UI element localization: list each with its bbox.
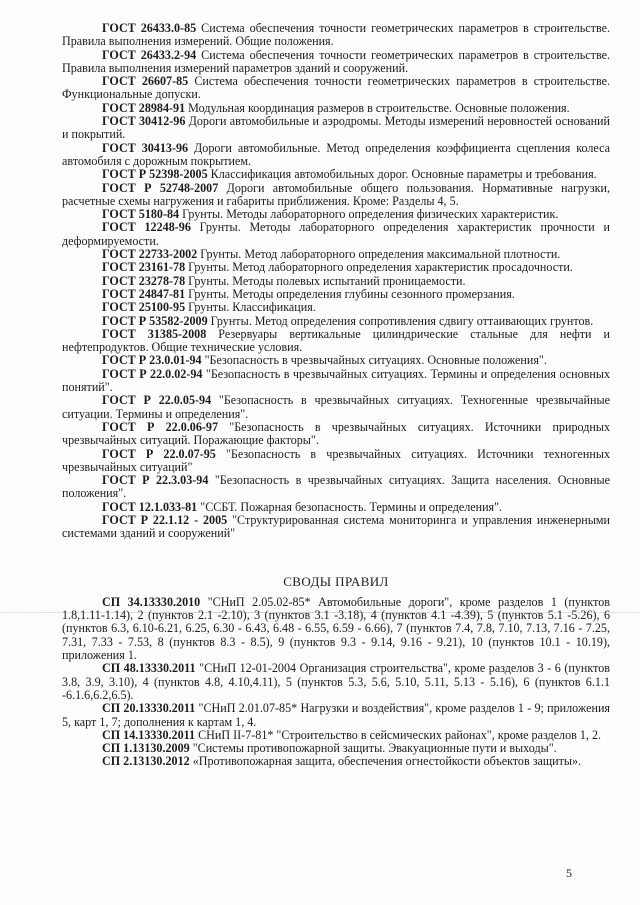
standard-entry <box>62 182 610 209</box>
standard-entry <box>62 501 610 514</box>
page-number: 5 <box>566 866 572 880</box>
standard-title: Грунты. Метод лабораторного определения максимальной плотности. <box>197 247 561 262</box>
standard-title: Грунты. Метод лабораторного определения характеристик просадочности. <box>185 260 573 275</box>
standard-title: Система обеспечения точности геометрических параметров в строительстве. Правила выполнения измерений параметров зданий и сооружений. <box>62 47 610 75</box>
standard-title: Грунты. Методы определения глубины сезонного промерзания. <box>185 286 515 301</box>
standard-title: "Безопасность в чрезвычайных ситуациях. Техногенные чрезвычайные ситуации. Термины и определения". <box>62 393 610 421</box>
standard-entry <box>62 102 610 115</box>
standard-entry <box>62 288 610 301</box>
page-content <box>62 22 610 769</box>
standard-code: ГОСТ 22733-2002 <box>102 247 198 262</box>
standard-code: ГОСТ 23161-78 <box>102 260 186 275</box>
standard-entry <box>62 115 610 142</box>
sp-list <box>62 596 610 769</box>
standard-title: Грунты. Классификация. <box>185 300 316 315</box>
standard-title: "Структурированная система мониторинга и управления инженерными системами зданий и сооружений" <box>62 512 610 541</box>
standard-entry <box>62 755 610 768</box>
standard-code: ГОСТ 24847-81 <box>102 286 186 301</box>
standard-entry <box>62 168 610 181</box>
standard-entry <box>62 301 610 314</box>
standard-entry <box>62 742 610 755</box>
standard-entry <box>62 49 610 76</box>
standard-title: Система обеспечения точности геометрических параметров в строительстве. Правила выполнения измерений. Общие положения. <box>62 21 610 49</box>
standard-entry <box>62 261 610 274</box>
standard-code: ГОСТ 26433.0-85 <box>102 21 197 35</box>
standard-title: «Противопожарная защита, обеспечения огнестойкости объектов защиты». <box>189 754 582 769</box>
standard-title: "СНиП 2.01.07-85* Нагрузки и воздействия", кроме разделов 1 - 9; приложения 5, карт 1, 7; дополнения к картам 1, 4. <box>62 701 610 729</box>
standard-entry <box>62 142 610 169</box>
standard-code: СП 1.13130.2009 <box>102 741 190 756</box>
standard-code: СП 48.13330.2011 <box>102 661 196 676</box>
standard-entry <box>62 368 610 395</box>
standard-code: ГОСТ 26607-85 <box>102 74 189 89</box>
standard-code: СП 2.13130.2012 <box>102 754 190 769</box>
standard-entry <box>62 394 610 421</box>
standard-title: Грунты. Методы лабораторного определения характеристик прочности и деформируемости. <box>62 220 610 248</box>
standard-entry <box>62 75 610 102</box>
standard-entry <box>62 702 610 729</box>
standard-code: ГОСТ 23278-78 <box>102 273 186 288</box>
standard-code: ГОСТ Р 22.0.07-95 <box>102 446 216 461</box>
standard-title: "Безопасность в чрезвычайных ситуациях. Защита населения. Основные положения". <box>62 473 610 501</box>
standard-entry <box>62 729 610 742</box>
standard-title: "СНиП 2.05.02-85* Автомобильные дороги", кроме разделов 1 (пунктов 1.8,1.11-1.14), 2 (пунктов 2.1 -2.10), 3 (пунктов 3.1 -3.18), 4 (пунктов 4.1 -4.39), 5 (пунктов 5.1 -5.26), 6 (пунктов 6.3, 6.10-6.21, 6.25, 6.30 - 6.43, 6.48 - 6.55, 6.59 - 6.66), 7 (пунктов 7.4, 7.8, 7.10, 7.13, 7.16 - 7.25, 7.31, 7.33 - 7.53, 8 (пунктов 8.3 - 8.5), 9 (пунктов 9.3 - 9.14, 9.16 - 9.21), 10 (пунктов 10.1 - 10.19), приложения 1. <box>62 594 610 663</box>
standard-code: ГОСТ Р 52398-2005 <box>102 167 208 182</box>
standard-entry <box>62 514 610 541</box>
standard-code: СП 34.13330.2010 <box>102 594 201 609</box>
standard-code: ГОСТ 25100-95 <box>102 300 186 315</box>
section-title: СВОДЫ ПРАВИЛ <box>283 573 389 589</box>
gost-list <box>62 22 610 541</box>
standard-code: ГОСТ 5180-84 <box>102 207 180 222</box>
standard-title: "ССБТ. Пожарная безопасность. Термины и определения". <box>197 499 503 514</box>
standard-title: Грунты. Метод определения сопротивления сдвигу оттаивающих грунтов. <box>207 313 594 328</box>
standard-title: Грунты. Методы лабораторного определения физических характеристик. <box>179 207 559 222</box>
standard-code: ГОСТ Р 23.0.01-94 <box>102 353 202 368</box>
standard-title: "Безопасность в чрезвычайных ситуациях. Термины и определения основных понятий". <box>62 366 610 395</box>
standard-entry <box>62 421 610 448</box>
standard-title: СНиП II-7-81* "Строительство в сейсмических районах", кроме разделов 1, 2. <box>195 727 602 742</box>
standard-title: Система обеспечения точности геометрических параметров в строительстве. Функциональные допуски. <box>62 74 610 102</box>
standard-code: ГОСТ 28984-91 <box>102 100 186 115</box>
standard-code: ГОСТ Р 22.0.06-97 <box>102 419 219 434</box>
standard-title: Дороги автомобильные. Метод определения коэффициента сцепления колеса автомобиля с дорожным покрытием. <box>62 140 610 168</box>
standard-code: ГОСТ Р 22.0.05-94 <box>102 393 212 408</box>
standard-entry <box>62 315 610 328</box>
standard-title: Дороги автомобильные и аэродромы. Методы измерений неровностей оснований и покрытий. <box>62 114 610 142</box>
standard-title: Модульная координация размеров в строительстве. Основные положения. <box>185 100 570 115</box>
standard-title: "Безопасность в чрезвычайных ситуациях. Основные положения". <box>201 353 547 368</box>
standard-code: ГОСТ Р 52748-2007 <box>102 180 219 195</box>
standard-title: "Безопасность в чрезвычайных ситуациях. Источники техногенных чрезвычайных ситуаций" <box>62 446 610 474</box>
standard-code: ГОСТ 31385-2008 <box>102 326 207 341</box>
standard-entry <box>62 328 610 355</box>
standard-title: Грунты. Методы полевых испытаний проницаемости. <box>185 273 466 288</box>
standard-entry <box>62 208 610 221</box>
standard-entry <box>62 662 610 702</box>
standard-code: СП 14.13330.2011 <box>102 727 196 742</box>
standard-entry <box>62 448 610 475</box>
standard-code: ГОСТ 12248-96 <box>102 220 191 235</box>
standard-entry <box>62 275 610 288</box>
standard-code: ГОСТ 30413-96 <box>102 140 189 155</box>
standard-title: "СНиП 12-01-2004 Организация строительства", кроме разделов 3 - 6 (пунктов 3.8, 3.9, 3.10), 4 (пунктов 4.8, 4.10,4.11), 5 (пунктов 5.3, 5.6, 5.10, 5.11, 5.13 - 5.16), 6 (пунктов 6.1.1 -6.1.6,6.2,6.5). <box>62 661 611 702</box>
standard-entry <box>62 474 610 501</box>
standard-title: "Безопасность в чрезвычайных ситуациях. Источники природных чрезвычайных ситуаций. Поражающие факторы". <box>62 419 610 448</box>
standard-code: ГОСТ Р 53582-2009 <box>102 313 208 328</box>
standard-code: ГОСТ 12.1.033-81 <box>102 499 198 514</box>
standard-code: ГОСТ Р 22.0.02-94 <box>102 366 203 381</box>
standard-title: Резервуары вертикальные цилиндрические стальные для нефти и нефтепродуктов. Общие технические условия. <box>62 326 610 355</box>
standard-code: ГОСТ 30412-96 <box>102 114 186 129</box>
standard-code: ГОСТ Р 22.3.03-94 <box>102 473 209 488</box>
standard-code: СП 20.13330.2011 <box>102 701 196 716</box>
standard-title: "Системы противопожарной защиты. Эвакуационные пути и выходы". <box>189 741 557 756</box>
standard-entry <box>62 22 610 49</box>
standard-entry <box>62 248 610 261</box>
standard-title: Дороги автомобильные общего пользования. Нормативные нагрузки, расчетные схемы нагружения и габариты приближения. Кроме: Разделы 4, 5. <box>62 180 610 208</box>
standard-code: ГОСТ Р 22.1.12 - 2005 <box>102 512 228 527</box>
standard-entry <box>62 221 610 248</box>
standard-entry <box>62 354 610 367</box>
standard-code: ГОСТ 26433.2-94 <box>102 47 197 62</box>
standard-entry <box>62 596 610 662</box>
standard-title: Классификация автомобильных дорог. Основные параметры и требования. <box>207 167 597 182</box>
